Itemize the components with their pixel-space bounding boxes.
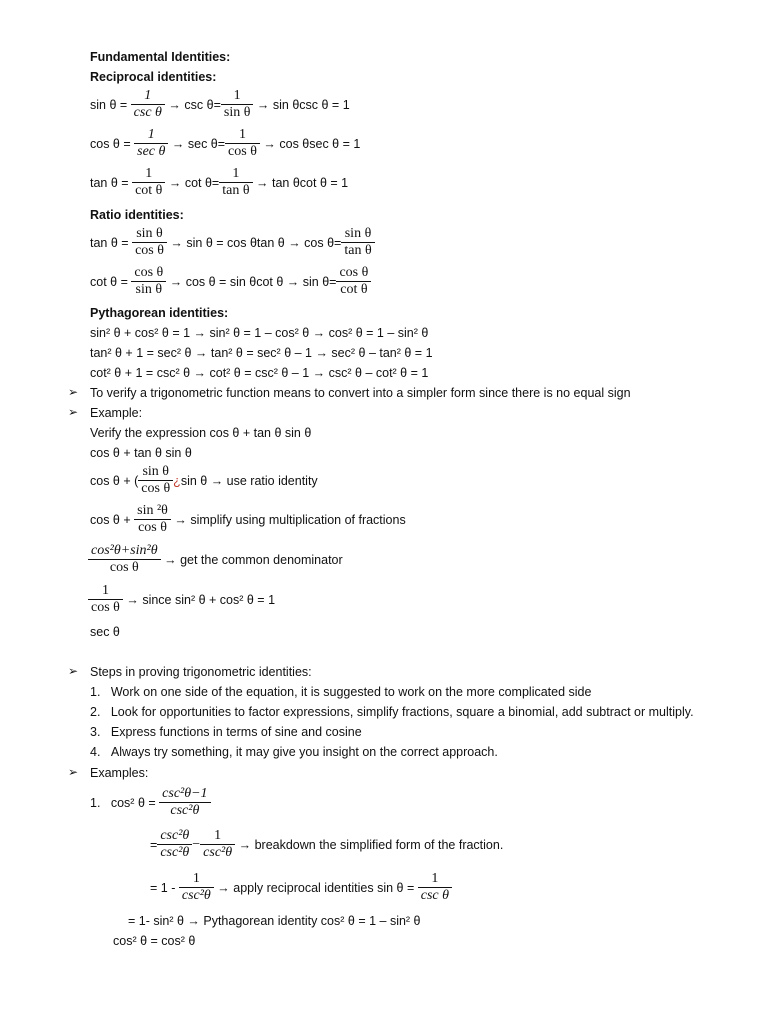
step-number: 2. <box>90 705 101 719</box>
pythagorean-line: cot² θ + 1 = csc² θ → cot² θ = csc² θ – 1 → csc² θ – cot² θ = 1 <box>90 366 429 380</box>
line-pre: = <box>150 837 158 852</box>
denominator: cos θ <box>91 600 120 615</box>
denominator: cot θ <box>340 282 368 297</box>
row-pre: sin θ = <box>90 97 128 112</box>
row-post: → sin θcsc θ = 1 <box>256 97 350 112</box>
bullet-arrow-icon: ➢ <box>68 385 79 399</box>
numerator: 1 <box>219 166 252 183</box>
bullet-arrow-icon: ➢ <box>68 664 79 678</box>
numerator: 1 <box>418 871 452 888</box>
step-post: → simplify using multiplication of fractions <box>174 512 406 527</box>
numerator: cos θ <box>131 265 166 282</box>
step-item-2 <box>90 705 694 719</box>
bullet-verify: To verify a trigonometric function means to convert into a simpler form since there is no equal sign <box>90 386 631 400</box>
step-number: 1. <box>90 685 101 699</box>
numerator: sin θ <box>132 226 167 243</box>
step-number: 4. <box>90 745 101 759</box>
numerator: 1 <box>200 828 235 845</box>
fraction <box>418 871 452 904</box>
row-post: → cos θsec θ = 1 <box>263 136 361 151</box>
fraction <box>134 503 171 536</box>
example2-line4: = 1- sin² θ → Pythagorean identity cos² θ = 1 – sin² θ <box>128 914 421 928</box>
line-pre: = 1 - <box>150 880 176 895</box>
example1-result: sec θ <box>90 625 120 639</box>
fraction <box>336 265 371 298</box>
denominator: tan θ <box>344 243 372 258</box>
denominator: sin θ <box>135 282 163 297</box>
fraction <box>131 265 166 298</box>
title-fundamental-identities: Fundamental Identities: <box>90 50 231 64</box>
fraction <box>200 828 235 861</box>
row-mid: → sin θ = cos θtan θ → cos θ= <box>170 235 342 250</box>
denominator: sin θ <box>223 105 251 120</box>
denominator: cos θ <box>135 243 164 258</box>
numerator: csc²θ−1 <box>159 786 210 803</box>
example1-line2: cos θ + tan θ sin θ <box>90 446 192 460</box>
row-pre: cos θ = <box>90 136 131 151</box>
numerator: 1 <box>225 127 260 144</box>
row-mid: → cos θ = sin θcot θ → sin θ= <box>169 274 337 289</box>
row-pre: tan θ = <box>90 235 129 250</box>
numerator: 1 <box>134 127 168 144</box>
row-mid: → csc θ= <box>168 97 221 112</box>
line-mid: → apply reciprocal identities sin θ = <box>217 880 415 895</box>
fraction <box>131 88 165 121</box>
fraction <box>159 786 210 819</box>
bullet-arrow-icon: ➢ <box>68 765 79 779</box>
heading-reciprocal: Reciprocal identities: <box>90 70 217 84</box>
bullet-steps: Steps in proving trigonometric identities: <box>90 665 312 679</box>
example2-line3 <box>150 871 452 904</box>
numerator: sin θ <box>341 226 374 243</box>
bullet-arrow-icon: ➢ <box>68 405 79 419</box>
denominator: tan θ <box>222 183 250 198</box>
numerator: 1 <box>221 88 254 105</box>
bullet-examples: Examples: <box>90 766 149 780</box>
denominator: csc θ <box>420 888 450 903</box>
fraction <box>88 543 161 576</box>
fraction <box>132 226 167 259</box>
row-pre: cot θ = <box>90 274 128 289</box>
fraction <box>179 871 214 904</box>
step-text: Work on one side of the equation, it is suggested to work on the more complicated side <box>110 685 592 699</box>
denominator: cos θ <box>228 144 257 159</box>
fraction <box>134 127 168 160</box>
reciprocal-row-cos <box>90 127 360 160</box>
denominator: csc²θ <box>160 845 190 860</box>
step-item-3 <box>90 725 362 739</box>
denominator: csc²θ <box>170 803 200 818</box>
numerator: 1 <box>131 88 165 105</box>
example1-step4 <box>90 503 406 536</box>
example1-step3 <box>90 464 318 497</box>
fraction <box>88 583 123 616</box>
step-post: → get the common denominator <box>164 552 343 567</box>
numerator: sin ²θ <box>134 503 171 520</box>
denominator: cos θ <box>109 560 139 575</box>
step-number: 3. <box>90 725 101 739</box>
example2-line5: cos² θ = cos² θ <box>113 934 196 948</box>
example1-line1: Verify the expression cos θ + tan θ sin θ <box>90 426 312 440</box>
denominator: csc²θ <box>181 888 211 903</box>
numerator: 1 <box>88 583 123 600</box>
step-text: Express functions in terms of sine and cosine <box>110 725 362 739</box>
ratio-row-cot <box>90 265 371 298</box>
step-text: Always try something, it may give you insight on the correct approach. <box>110 745 498 759</box>
denominator: csc θ <box>133 105 162 120</box>
step-item-4 <box>90 745 498 759</box>
example1-step6 <box>88 583 275 616</box>
fraction <box>221 88 254 121</box>
fraction <box>132 166 165 199</box>
bullet-example: Example: <box>90 406 143 420</box>
example-number: 1. <box>90 795 101 810</box>
numerator: 1 <box>179 871 214 888</box>
reciprocal-row-sin <box>90 88 350 121</box>
denominator: cos θ <box>138 520 167 535</box>
line-post: → breakdown the simplified form of the fraction. <box>238 837 504 852</box>
ratio-row-tan <box>90 226 375 259</box>
step-pre: cos θ + <box>90 512 131 527</box>
line-pre: cos² θ = <box>110 795 156 810</box>
step-post: → since sin² θ + cos² θ = 1 <box>126 592 276 607</box>
pythagorean-line: tan² θ + 1 = sec² θ → tan² θ = sec² θ – 1 → sec² θ – tan² θ = 1 <box>90 346 433 360</box>
row-mid: → sec θ= <box>171 136 226 151</box>
numerator: cos²θ+sin²θ <box>88 543 161 560</box>
fraction <box>138 464 173 497</box>
example1-step5 <box>88 543 343 576</box>
step-pre: cos θ + ( <box>90 473 139 488</box>
minus-sign: − <box>192 836 201 852</box>
row-pre: tan θ = <box>90 175 129 190</box>
denominator: csc²θ <box>203 845 233 860</box>
example2-line2 <box>150 828 503 861</box>
row-mid: → cot θ= <box>168 175 220 190</box>
example2-line1 <box>90 786 211 819</box>
fraction <box>219 166 252 199</box>
heading-pythagorean: Pythagorean identities: <box>90 306 229 320</box>
reciprocal-row-tan <box>90 166 348 199</box>
pythagorean-line: sin² θ + cos² θ = 1 → sin² θ = 1 – cos² θ → cos² θ = 1 – sin² θ <box>90 326 429 340</box>
numerator: 1 <box>132 166 165 183</box>
row-post: → tan θcot θ = 1 <box>256 175 349 190</box>
denominator: cos θ <box>141 481 171 496</box>
step-post: sin θ → use ratio identity <box>180 473 318 488</box>
step-item-1 <box>90 685 591 699</box>
fraction <box>225 127 260 160</box>
fraction <box>341 226 374 259</box>
denominator: cot θ <box>135 183 163 198</box>
heading-ratio: Ratio identities: <box>90 208 184 222</box>
numerator: cos θ <box>336 265 371 282</box>
fraction <box>157 828 192 861</box>
step-text: Look for opportunities to factor expressions, simplify fractions, square a binomial, add subtract or multiply. <box>110 705 694 719</box>
numerator: sin θ <box>138 464 173 481</box>
numerator: csc²θ <box>157 828 192 845</box>
denominator: sec θ <box>137 144 166 159</box>
mark: ¿ <box>173 473 181 488</box>
